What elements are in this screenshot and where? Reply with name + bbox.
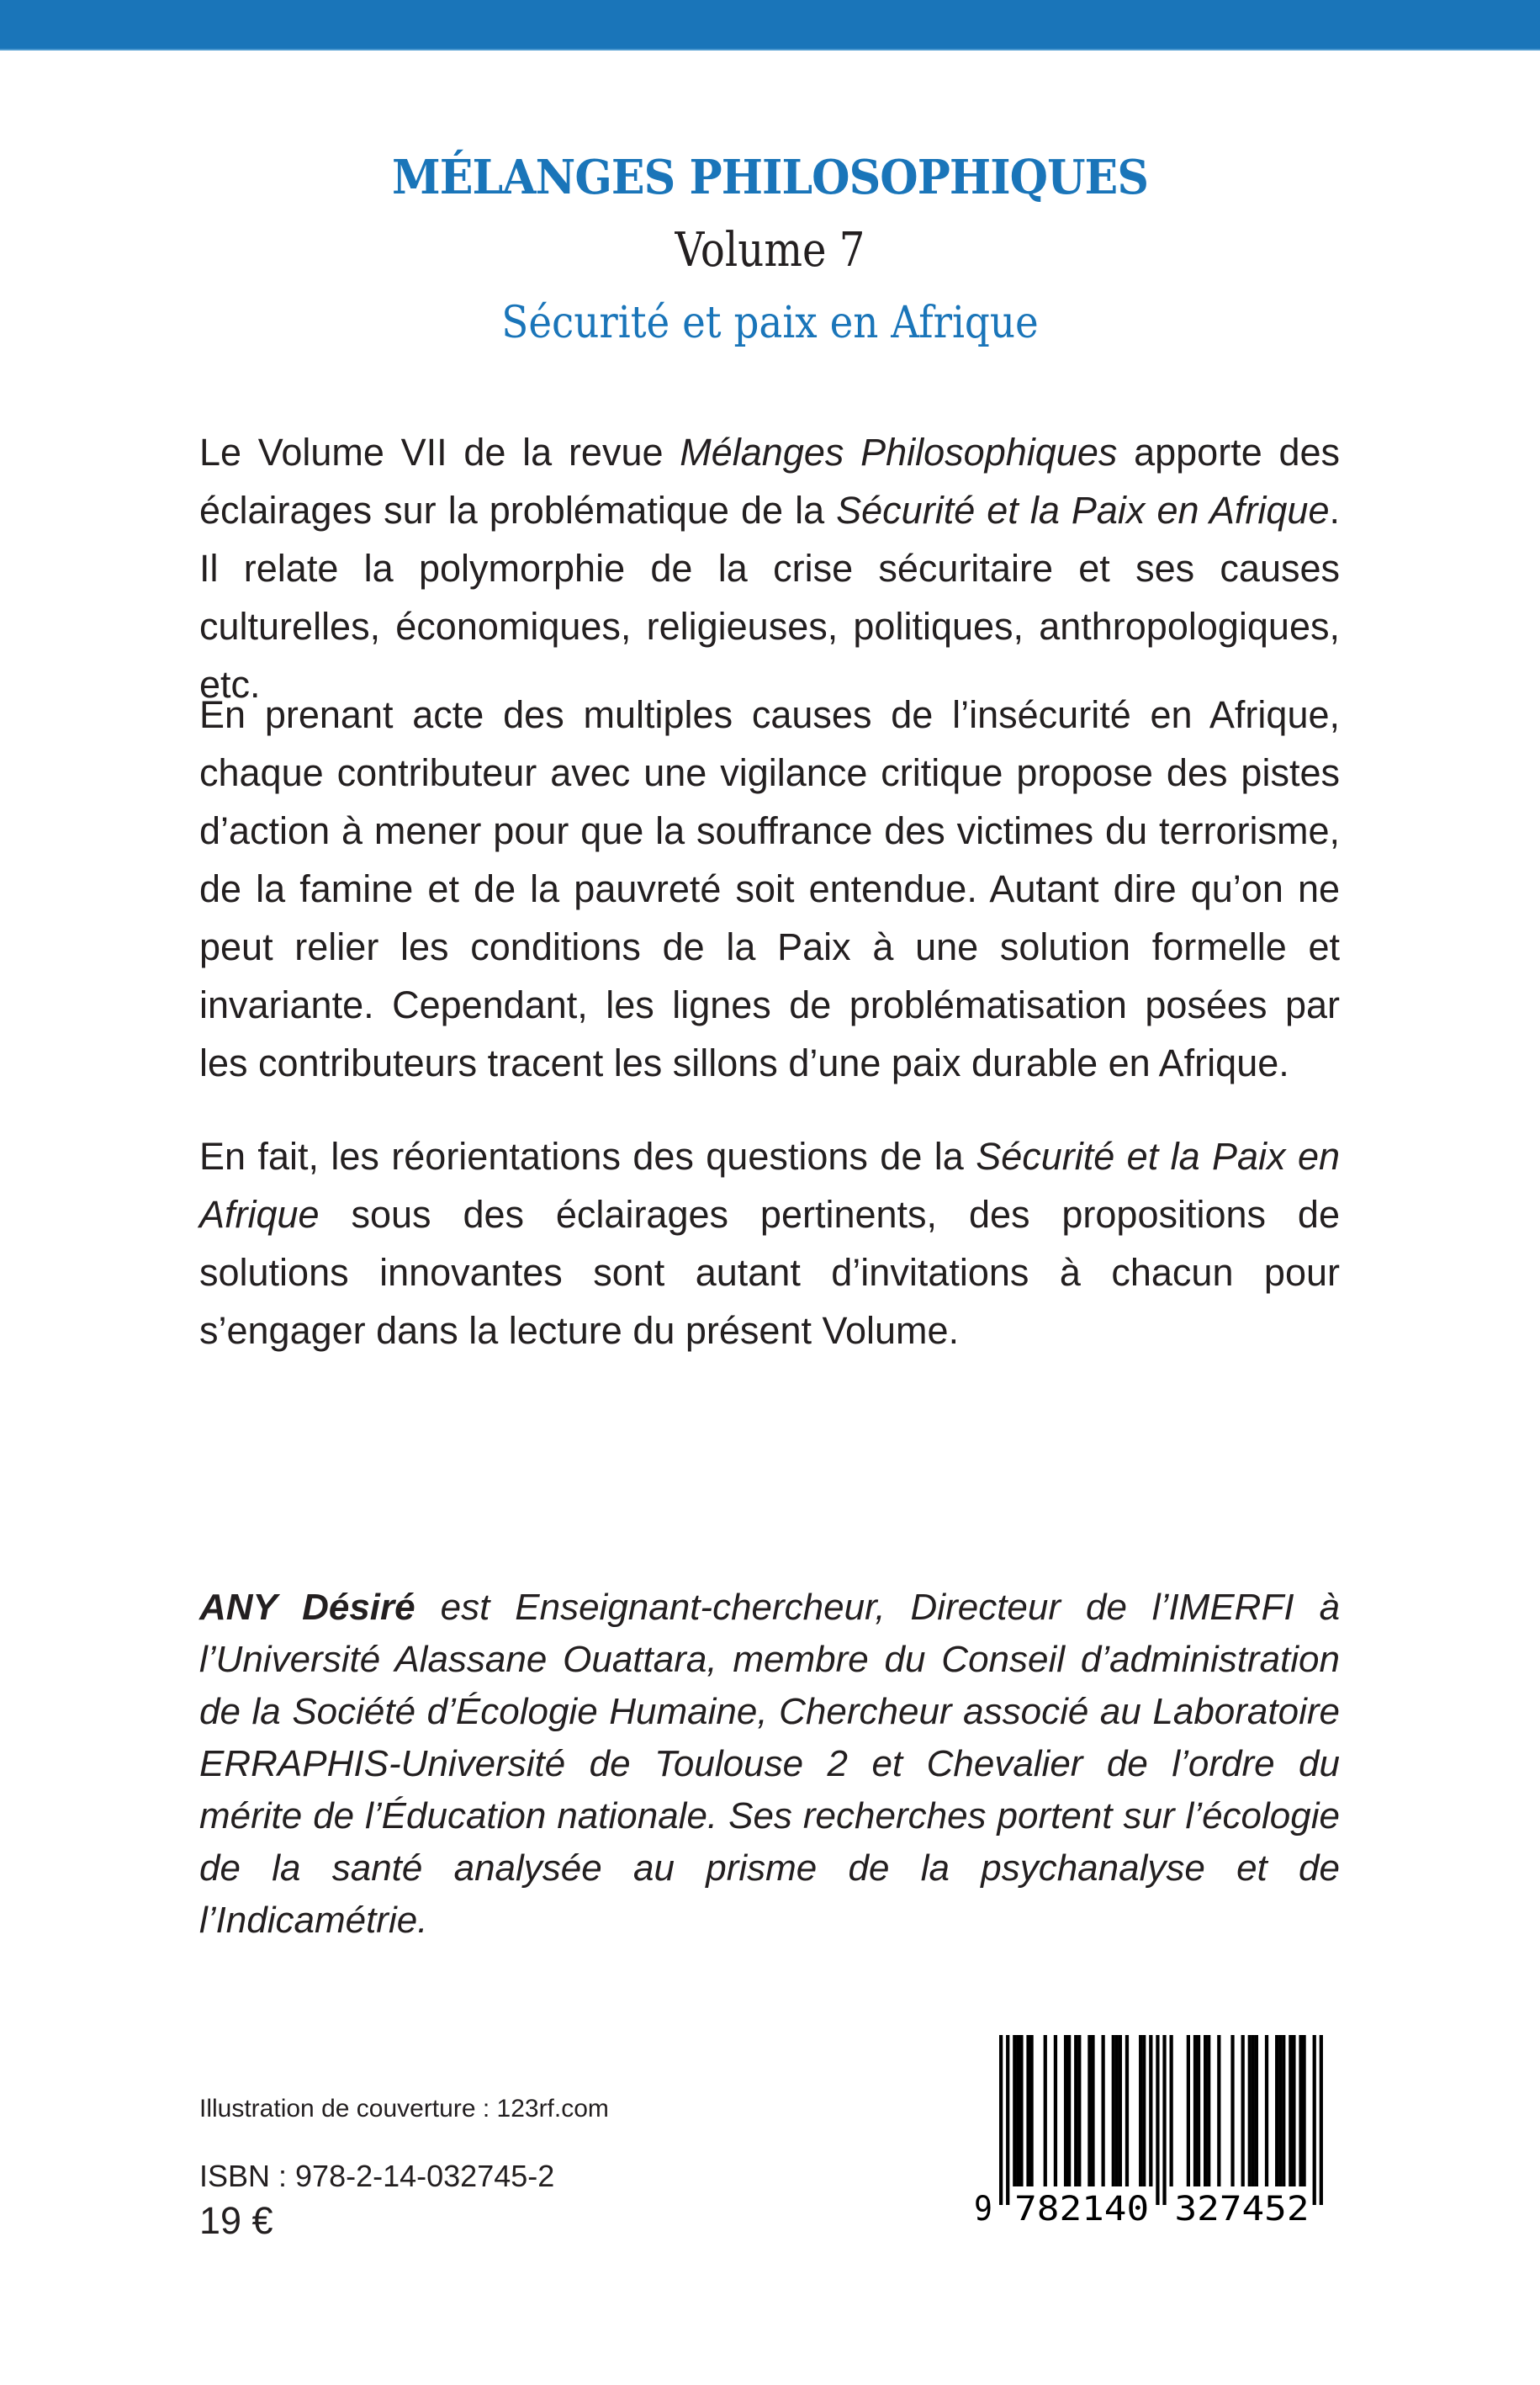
- text-run: En fait, les réorientations des questions de la: [199, 1135, 976, 1178]
- isbn-barcode: [967, 2032, 1337, 2234]
- volume-subtitle: Sécurité et paix en Afrique: [501, 298, 1039, 348]
- description-paragraph-2: [199, 686, 1340, 1092]
- description-paragraph-1: [199, 423, 1340, 713]
- barcode-bars: [967, 2032, 1337, 2234]
- italic-phrase: Sécurité et la Paix en Afrique: [199, 1135, 1340, 1236]
- series-title: MÉLANGES PHILOSOPHIQUES: [391, 150, 1149, 205]
- top-color-band: [0, 0, 1540, 50]
- author-bio-text: est Enseignant-chercheur, Directeur de l’IMERFI à l’Université Alassane Ouattara, membre du Conseil d’administration de la Société d’Écologie Humaine, Chercheur associé au Laboratoire ERRAPHIS-Université de Toulouse 2 et Chevalier de l’ordre du mérite de l’Éducation nationale. Ses recherches portent sur l’écologie de la santé analysée au prisme de la psychanalyse et de l’Indicamétrie.: [199, 1587, 1340, 1941]
- price: 19 €: [199, 2199, 273, 2242]
- text-run: sous des éclairages pertinents, des propositions de solutions innovantes sont autant d’invitations à chacun pour s’engager dans la lecture du présent Volume.: [199, 1193, 1340, 1352]
- barcode-left-digits: 782140: [1014, 2190, 1150, 2229]
- isbn: ISBN : 978-2-14-032745-2: [199, 2159, 555, 2193]
- author-name: ANY Désiré: [199, 1587, 415, 1628]
- author-bio: [199, 1582, 1340, 1947]
- barcode-right-digits: 327452: [1174, 2190, 1310, 2229]
- text-run: . Il relate la polymorphie de la crise sécuritaire et ses causes culturelles, économiques, religieuses, politiques, anthropologiques, etc.: [199, 489, 1340, 706]
- text-run: apporte des éclairages sur la problématique de la: [199, 431, 1341, 532]
- text-run: En prenant acte des multiples causes de l’insécurité en Afrique, chaque contributeur avec une vigilance critique propose des pistes d’action à mener pour que la souffrance des victimes du terrorisme, de la famine et de la pauvreté soit entendue. Autant dire qu’on ne peut relier les conditions de la Paix à une solution formelle et invariante. Cependant, les lignes de problématisation posées par les contributeurs tracent les sillons d’une paix durable en Afrique.: [199, 693, 1340, 1084]
- cover-illustration-credit: Illustration de couverture : 123rf.com: [199, 2095, 609, 2123]
- italic-phrase: Mélanges Philosophiques: [680, 431, 1118, 474]
- text-run: Le Volume VII de la revue: [199, 431, 680, 474]
- description-paragraph-3: [199, 1127, 1340, 1359]
- volume-number: Volume 7: [675, 223, 865, 278]
- italic-phrase: Sécurité et la Paix en Afrique: [836, 489, 1330, 532]
- barcode-first-digit: 9: [974, 2190, 992, 2229]
